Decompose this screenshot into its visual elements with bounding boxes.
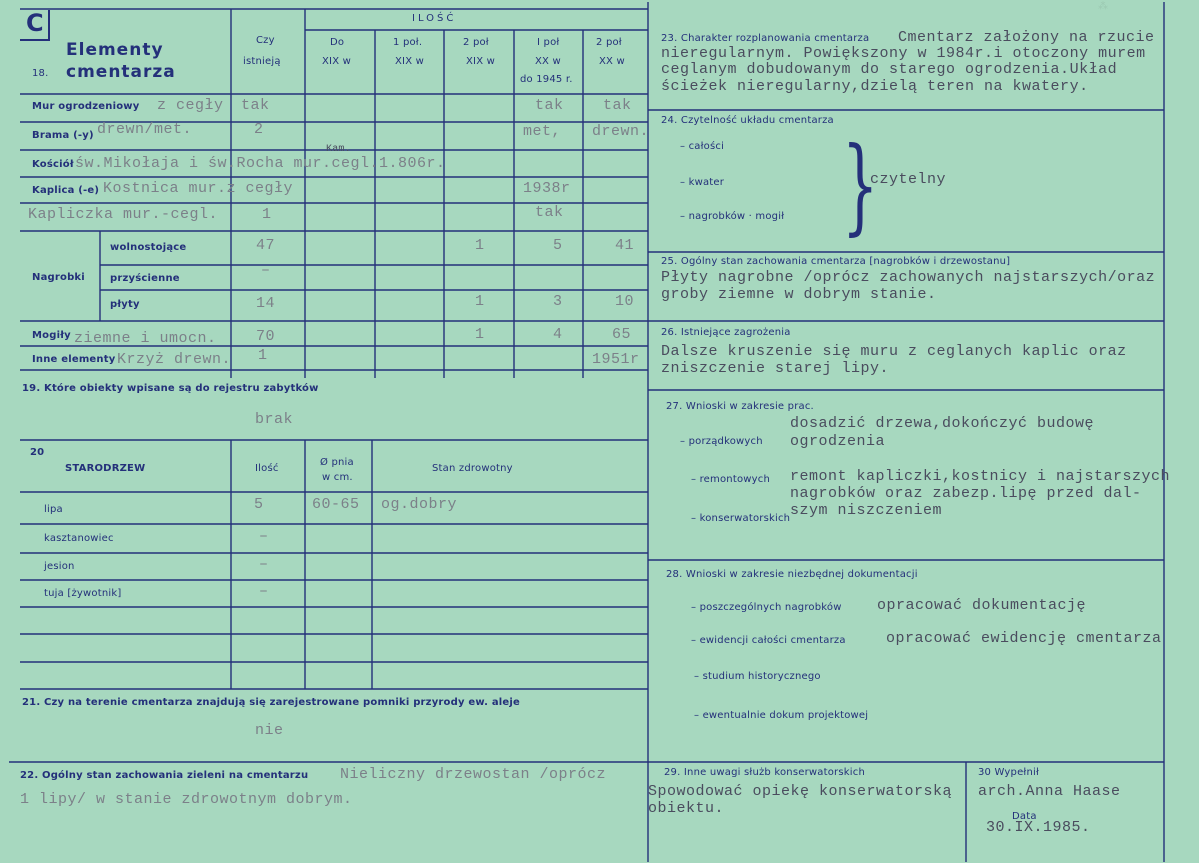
nagrobki-przyscienne-label: przyścienne xyxy=(110,273,180,284)
nagrobki-wolnostojace-czy: 47 xyxy=(256,237,276,254)
brama-czy: 2 xyxy=(254,121,264,138)
col-1pol20-line3: do 1945 r. xyxy=(520,74,573,85)
s28-r1-value: opracować dokumentację xyxy=(877,597,1087,614)
s23-label: 23. Charakter rozplanowania cmentarza xyxy=(661,33,870,44)
s27-rem-label: – remontowych xyxy=(691,474,770,485)
s20-row-tuja-ilosc: – xyxy=(259,583,269,600)
brama-label: Brama (-y) xyxy=(32,130,94,141)
brama-2pol20: drewn. xyxy=(592,123,650,140)
s20-row-jesion-name: jesion xyxy=(44,561,75,572)
nagrobki-plyty-czy: 14 xyxy=(256,295,276,312)
s29-label: 29. Inne uwagi służb konserwatorskich xyxy=(664,767,865,778)
kaplica-desc: Kostnica mur.z cegły xyxy=(103,180,294,197)
col-2pol20-line2: XX w xyxy=(599,56,625,67)
nagrobki-plyty-label: płyty xyxy=(110,299,140,310)
s28-r2-value: opracować ewidencję cmentarza xyxy=(886,630,1162,647)
col-do-line2: XIX w xyxy=(322,56,352,67)
col-1pol20-line2: XX w xyxy=(535,56,561,67)
col-czy-line1: Czy xyxy=(256,35,275,46)
nagrobki-wolnostojace-2pol20: 41 xyxy=(615,237,635,254)
inne-desc: Krzyż drewn. xyxy=(117,351,232,368)
s27-label: 27. Wnioski w zakresie prac. xyxy=(666,401,814,412)
brama-desc: drewn/met. xyxy=(97,121,193,138)
mogily-2pol19: 1 xyxy=(475,326,485,343)
s20-head-ilosc: Ilość xyxy=(255,463,279,474)
col-2pol19-line1: 2 poł xyxy=(463,37,489,48)
s20-head-stan: Stan zdrowotny xyxy=(432,463,513,474)
kapliczka-desc: Kapliczka mur.-cegl. xyxy=(28,206,219,223)
nagrobki-label: Nagrobki xyxy=(32,272,85,283)
s20-row-jesion-ilosc: – xyxy=(259,556,269,573)
s20-row-lipa-name: lipa xyxy=(44,504,63,515)
s22-value-2: 1 lipy/ w stanie zdrowotnym dobrym. xyxy=(20,791,353,808)
s26-line1: Dalsze kruszenie się muru z ceglanych kaplic oraz xyxy=(661,343,1127,360)
inne-czy: 1 xyxy=(258,347,268,364)
section-18-number: 18. xyxy=(32,68,49,79)
s29-line2: obiektu. xyxy=(648,800,725,817)
s28-r1-label: – poszczególnych nagrobków xyxy=(691,602,842,613)
mogily-desc: ziemne i umocn. xyxy=(74,330,217,347)
s28-r3-label: – studium historycznego xyxy=(694,671,821,682)
s23-line4: ścieżek nieregularny,dzielą teren na kwatery. xyxy=(661,78,1089,95)
s23-line3: ceglanym dobudowanym do starego ogrodzenia.Układ xyxy=(661,61,1118,78)
kosciol-note: Kam. xyxy=(326,144,351,155)
nagrobki-wolnostojace-label: wolnostojące xyxy=(110,242,187,253)
title-elementy: Elementy xyxy=(66,40,164,60)
s27-porz-label: – porządkowych xyxy=(680,436,763,447)
s20-head-name: STARODRZEW xyxy=(65,463,146,474)
kosciol-label: Kościół xyxy=(32,159,74,170)
s25-line1: Płyty nagrobne /oprócz zachowanych najstarszych/oraz xyxy=(661,269,1156,286)
s24-calosci: – całości xyxy=(680,141,725,152)
s30-name: arch.Anna Haase xyxy=(978,783,1121,800)
s27-rem-line1: remont kapliczki,kostnicy i najstarszych xyxy=(790,468,1171,485)
kaplica-1pol20: 1938r xyxy=(523,180,571,197)
kosciol-desc: św.Mikołaja i św.Rocha mur.cegl.1.806r. xyxy=(75,155,446,172)
s27-rem-line2: nagrobków oraz zabezp.lipę przed dal- xyxy=(790,485,1142,502)
s26-line2: zniszczenie starej lipy. xyxy=(661,360,890,377)
nagrobki-plyty-2pol20: 10 xyxy=(615,293,635,310)
s20-head-pnia-1: Ø pnia xyxy=(320,457,354,468)
s27-porz-line2: ogrodzenia xyxy=(790,433,886,450)
s20-row-tuja-name: tuja [żywotnik] xyxy=(44,588,122,599)
s20-row-lipa-pnia: 60-65 xyxy=(312,496,360,513)
nagrobki-wolnostojace-1pol20: 5 xyxy=(553,237,563,254)
mur-desc: z cegły xyxy=(157,97,224,114)
col-ilosc: ILOŚĆ xyxy=(412,13,457,24)
col-1pol19-line2: XIX w xyxy=(395,56,425,67)
s20-row-lipa-stan: og.dobry xyxy=(381,496,458,513)
s21-label: 21. Czy na terenie cmentarza znajdują się zarejestrowane pomniki przyrody ew. aleje xyxy=(22,697,521,708)
nagrobki-wolnostojace-2pol19: 1 xyxy=(475,237,485,254)
kapliczka-1pol20: tak xyxy=(535,204,564,221)
s19-label: 19. Które obiekty wpisane są do rejestru zabytków xyxy=(22,383,319,394)
kapliczka-czy: 1 xyxy=(262,206,272,223)
section-letter: C xyxy=(26,9,44,37)
s26-label: 26. Istniejące zagrożenia xyxy=(661,327,791,338)
mogily-czy: 70 xyxy=(256,328,276,345)
s28-r2-label: – ewidencji całości cmentarza xyxy=(691,635,846,646)
s23-line1: Cmentarz założony na rzucie xyxy=(898,29,1155,46)
brama-1pol20: met, xyxy=(523,123,562,140)
s20-row-lipa-ilosc: 5 xyxy=(254,496,264,513)
s25-label: 25. Ogólny stan zachowania cmentarza [nagrobków i drzewostanu] xyxy=(661,256,1011,267)
s22-value-1: Nieliczny drzewostan /oprócz xyxy=(340,766,607,783)
s30-data-label: Data xyxy=(1012,811,1037,822)
col-1pol19-line1: 1 poł. xyxy=(393,37,423,48)
s27-porz-line1: dosadzić drzewa,dokończyć budowę xyxy=(790,415,1095,432)
s20-row-kasztanowiec-ilosc: – xyxy=(259,528,269,545)
nagrobki-plyty-2pol19: 1 xyxy=(475,293,485,310)
kaplica-label: Kaplica (-e) xyxy=(32,185,100,196)
s29-line1: Spowodować opiekę konserwatorską xyxy=(648,783,953,800)
s24-kwater: – kwater xyxy=(680,177,725,188)
nagrobki-przyscienne-czy: – xyxy=(261,262,271,279)
s27-kons-line1: szym niszczeniem xyxy=(790,502,943,519)
s20-row-kasztanowiec-name: kasztanowiec xyxy=(44,533,114,544)
title-cmentarza: cmentarza xyxy=(66,62,176,82)
s22-label: 22. Ogólny stan zachowania zieleni na cmentarzu xyxy=(20,770,309,781)
section-letter-box xyxy=(20,10,50,41)
nagrobki-plyty-1pol20: 3 xyxy=(553,293,563,310)
s24-label: 24. Czytelność układu cmentarza xyxy=(661,115,834,126)
col-do-line1: Do xyxy=(330,37,345,48)
brace-icon: } xyxy=(842,124,879,246)
s30-date: 30.IX.1985. xyxy=(986,819,1091,836)
s20-head-pnia-2: w cm. xyxy=(322,472,353,483)
s24-nagrobkow: – nagrobków · mogił xyxy=(680,211,785,222)
col-1pol20-line1: I poł xyxy=(537,37,560,48)
col-czy-line2: istnieją xyxy=(243,56,281,67)
s28-label: 28. Wnioski w zakresie niezbędnej dokumentacji xyxy=(666,569,918,580)
col-2pol19-line2: XIX w xyxy=(466,56,496,67)
s28-r4-label: – ewentualnie dokum projektowej xyxy=(694,710,869,721)
col-2pol20-line1: 2 poł xyxy=(596,37,622,48)
mogily-label: Mogiły xyxy=(32,330,71,341)
inne-label: Inne elementy xyxy=(32,354,116,365)
s23-line2: nieregularnym. Powiększony w 1984r.i otoczony murem xyxy=(661,45,1146,62)
s21-value: nie xyxy=(255,722,284,739)
s20-number: 20 xyxy=(30,447,45,458)
s27-kons-label: – konserwatorskich xyxy=(691,513,791,524)
mur-2pol20: tak xyxy=(603,97,632,114)
s25-line2: groby ziemne w dobrym stanie. xyxy=(661,286,937,303)
mur-1pol20: tak xyxy=(535,97,564,114)
faint-mark: ⁂ xyxy=(1098,1,1109,12)
s19-value: brak xyxy=(255,411,294,428)
mur-czy: tak xyxy=(241,97,270,114)
mur-label: Mur ogrodzeniowy xyxy=(32,101,140,112)
s30-label: 30 Wypełnił xyxy=(978,767,1040,778)
s24-value: czytelny xyxy=(870,171,947,188)
inne-2pol20: 1951r xyxy=(592,351,640,368)
mogily-1pol20: 4 xyxy=(553,326,563,343)
mogily-2pol20: 65 xyxy=(612,326,632,343)
